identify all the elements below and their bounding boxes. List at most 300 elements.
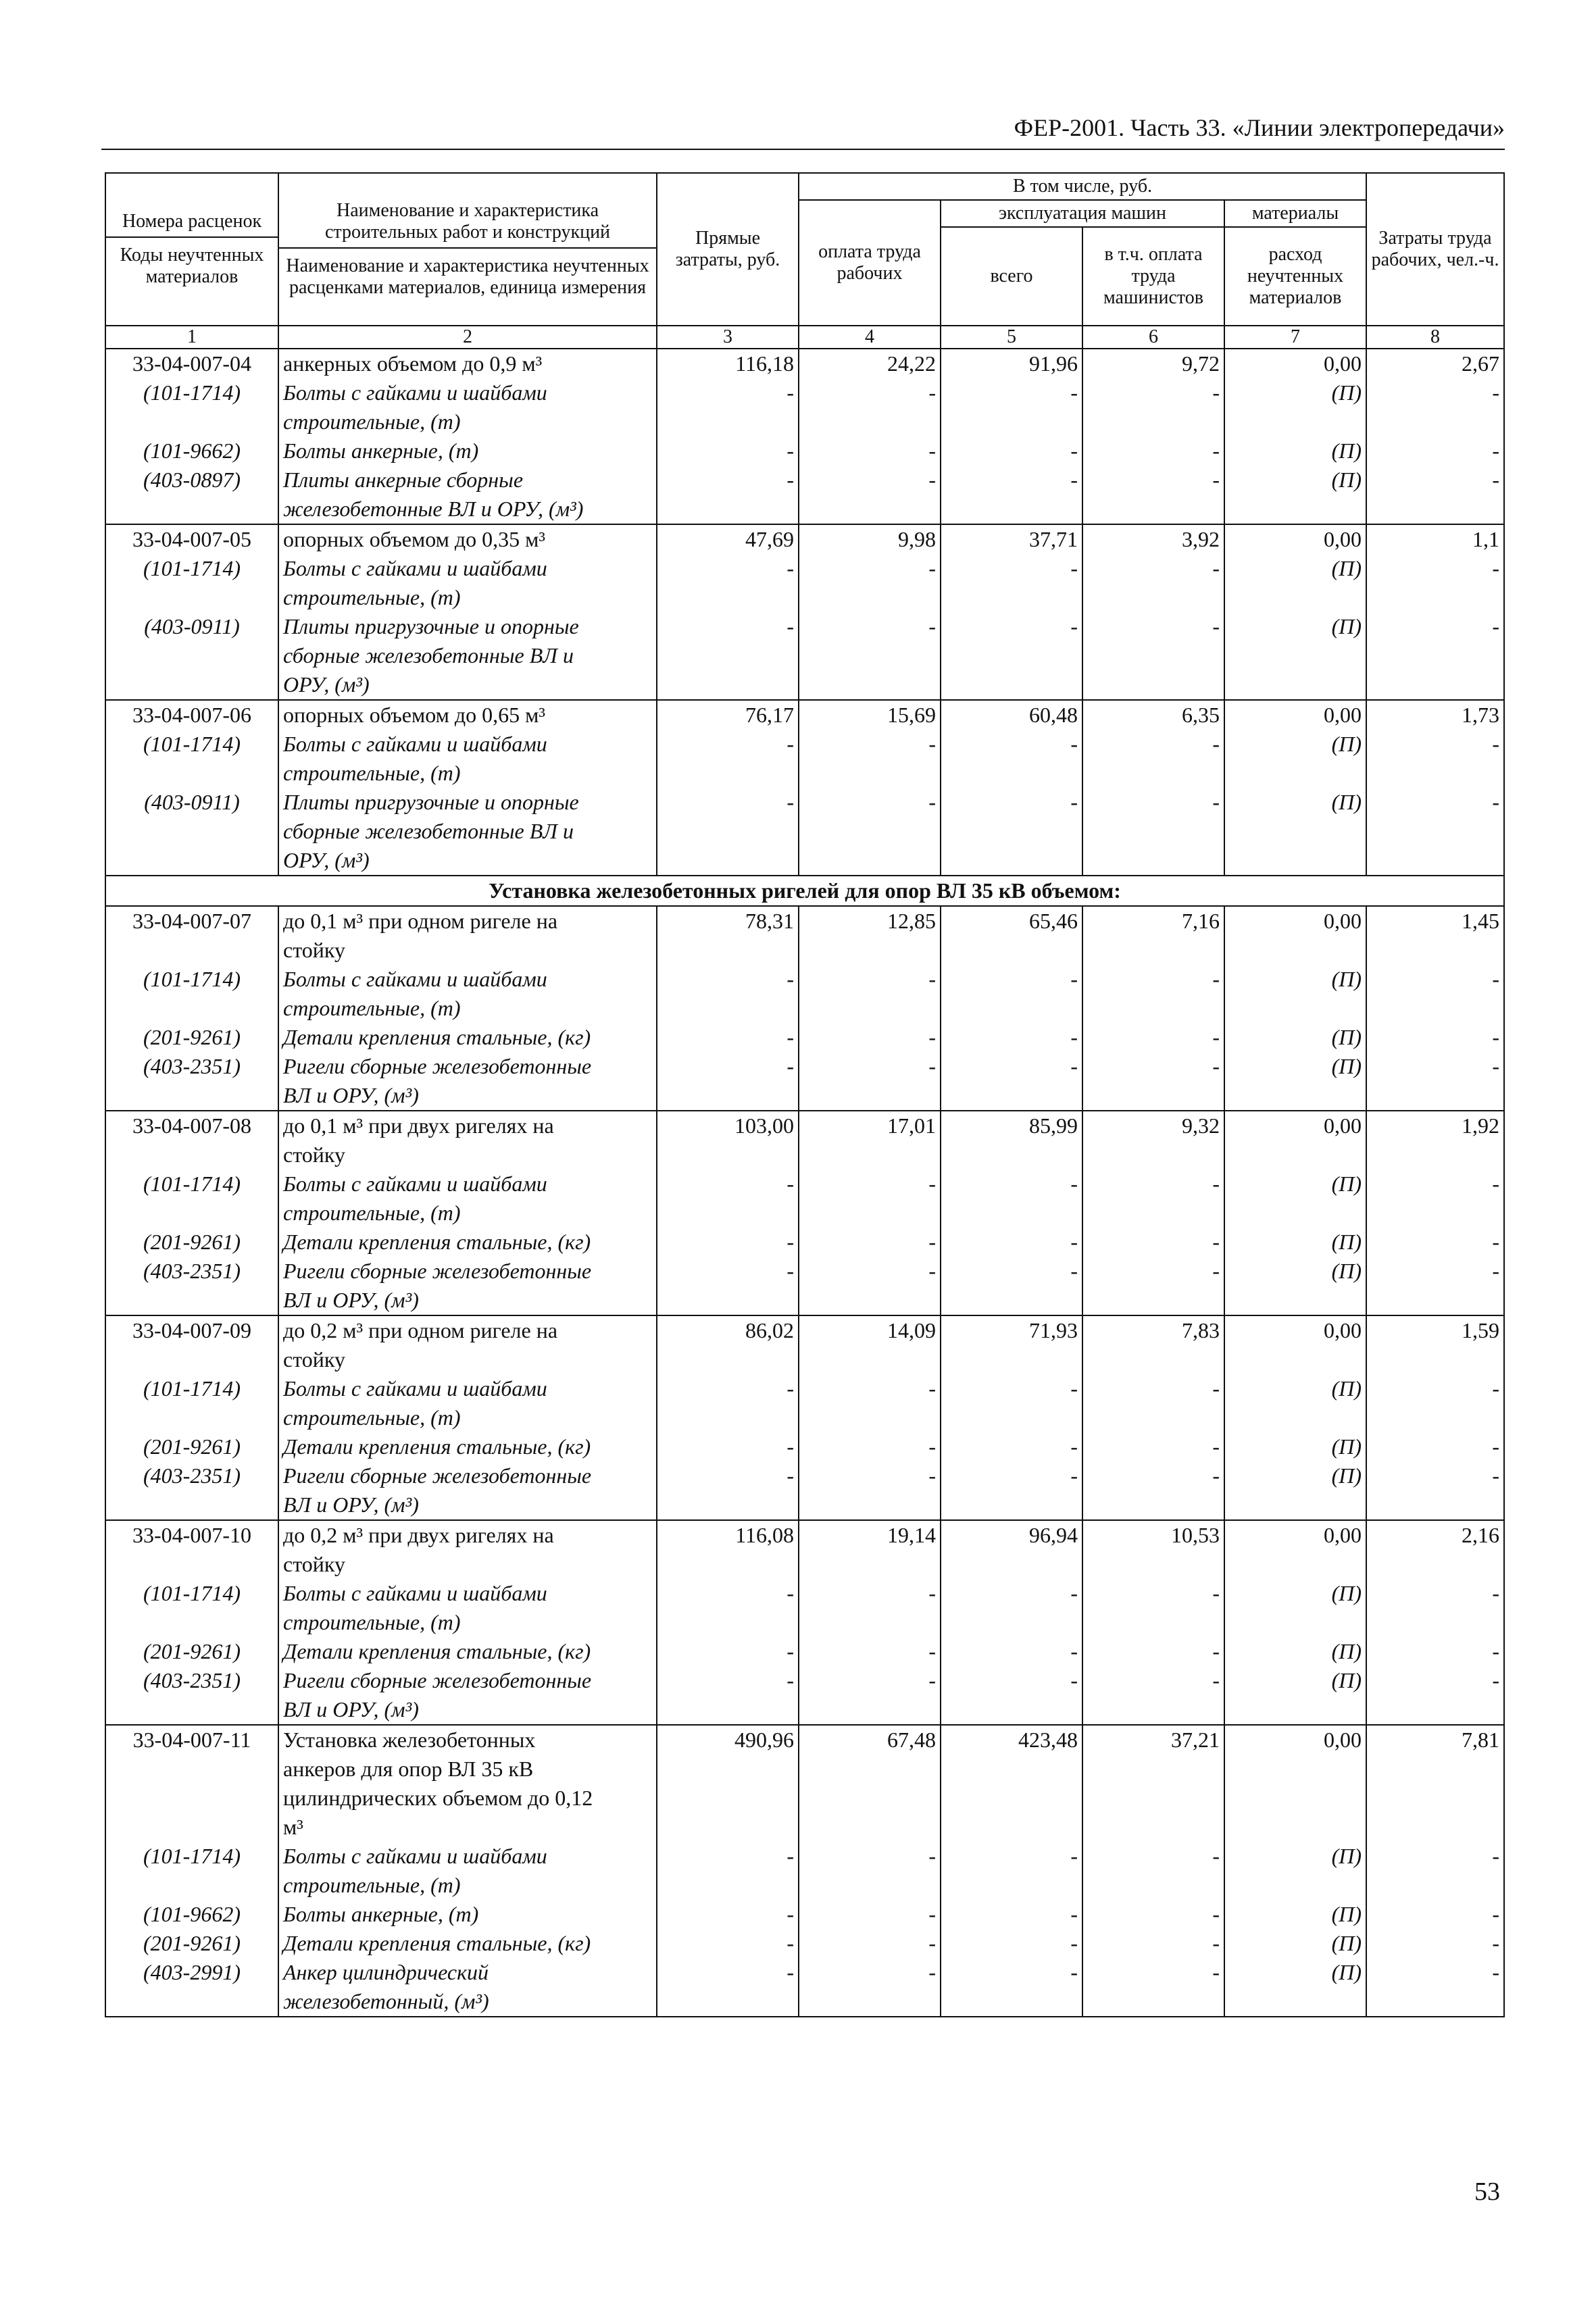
rate-row-continuation	[105, 936, 1504, 965]
material-row	[105, 612, 1504, 641]
empty-cell	[657, 1140, 799, 1169]
machines-total-value: 423,48	[941, 1725, 1082, 1755]
materials-p-tag: (П)	[1224, 1052, 1366, 1081]
empty-cell	[105, 1987, 278, 2017]
material-name: строительные, (т)	[278, 1403, 657, 1432]
empty-cell	[799, 1871, 941, 1900]
material-name: строительные, (т)	[278, 759, 657, 788]
empty-cell	[941, 1813, 1082, 1842]
empty-cell	[1366, 1286, 1504, 1315]
material-name: Болты с гайками и шайбами	[278, 378, 657, 407]
empty-cell	[1082, 1403, 1224, 1432]
material-name: Болты с гайками и шайбами	[278, 554, 657, 583]
materials-p-tag: (П)	[1224, 1023, 1366, 1052]
empty-cell	[1224, 583, 1366, 612]
materials-value: 0,00	[1224, 1520, 1366, 1550]
empty-cell	[1224, 994, 1366, 1023]
material-name: Болты анкерные, (т)	[278, 436, 657, 466]
rate-code: 33-04-007-10	[105, 1520, 278, 1550]
materials-value: 0,00	[1224, 1111, 1366, 1140]
empty-cell	[799, 1403, 941, 1432]
dash-value: -	[657, 1900, 799, 1929]
col-direct-header: Прямые затраты, руб.	[657, 173, 799, 326]
empty-cell	[657, 670, 799, 700]
dash-value: -	[1082, 466, 1224, 495]
rate-name: стойку	[278, 936, 657, 965]
col1-bottom-label: Коды неучтенных материалов	[120, 244, 264, 288]
empty-cell	[1366, 759, 1504, 788]
empty-cell	[105, 759, 278, 788]
dash-value: -	[657, 1169, 799, 1199]
empty-cell	[799, 1987, 941, 2017]
col-names-header	[278, 173, 657, 326]
dash-value: -	[657, 554, 799, 583]
material-row	[105, 730, 1504, 759]
material-name: Детали крепления стальные, (кг)	[278, 1637, 657, 1666]
material-code: (101-1714)	[105, 1374, 278, 1403]
material-row-continuation	[105, 994, 1504, 1023]
material-row	[105, 1958, 1504, 1987]
empty-cell	[799, 817, 941, 846]
material-row-continuation	[105, 1286, 1504, 1315]
dash-value: -	[941, 1432, 1082, 1461]
dash-value: -	[1082, 788, 1224, 817]
dash-value: -	[799, 965, 941, 994]
material-row-continuation	[105, 1608, 1504, 1637]
material-row-continuation	[105, 1871, 1504, 1900]
dash-value: -	[941, 1228, 1082, 1257]
empty-cell	[1224, 495, 1366, 524]
empty-cell	[1224, 1871, 1366, 1900]
dash-value: -	[941, 730, 1082, 759]
empty-cell	[1224, 1813, 1366, 1842]
empty-cell	[1082, 641, 1224, 670]
empty-cell	[105, 1871, 278, 1900]
empty-cell	[799, 1490, 941, 1520]
rate-name: до 0,1 м³ при одном ригеле на	[278, 906, 657, 936]
empty-cell	[657, 583, 799, 612]
dash-value: -	[941, 1023, 1082, 1052]
dash-value: -	[1366, 1929, 1504, 1958]
dash-value: -	[799, 1169, 941, 1199]
material-name: Ригели сборные железобетонные	[278, 1257, 657, 1286]
column-number: 4	[799, 326, 941, 349]
col-machinist-wages-header: в т.ч. оплата труда машинистов	[1082, 227, 1224, 326]
empty-cell	[1366, 817, 1504, 846]
empty-cell	[799, 1784, 941, 1813]
dash-value: -	[1082, 1900, 1224, 1929]
empty-cell	[105, 1784, 278, 1813]
material-row	[105, 1228, 1504, 1257]
empty-cell	[1366, 583, 1504, 612]
rate-name: до 0,2 м³ при одном ригеле на	[278, 1315, 657, 1345]
material-code: (201-9261)	[105, 1637, 278, 1666]
rate-name: стойку	[278, 1550, 657, 1579]
column-number: 6	[1082, 326, 1224, 349]
empty-cell	[1224, 1286, 1366, 1315]
dash-value: -	[1082, 1374, 1224, 1403]
empty-cell	[1366, 1345, 1504, 1374]
wages-value: 24,22	[799, 349, 941, 378]
dash-value: -	[1082, 612, 1224, 641]
column-number: 1	[105, 326, 278, 349]
empty-cell	[1224, 1490, 1366, 1520]
dash-value: -	[941, 554, 1082, 583]
empty-cell	[1224, 641, 1366, 670]
page-number: 53	[1474, 2178, 1500, 2206]
dash-value: -	[941, 378, 1082, 407]
empty-cell	[657, 1813, 799, 1842]
dash-value: -	[1366, 436, 1504, 466]
dash-value: -	[1366, 1579, 1504, 1608]
empty-cell	[1224, 1755, 1366, 1784]
material-name: ВЛ и ОРУ, (м³)	[278, 1081, 657, 1111]
machines-total-value: 65,46	[941, 906, 1082, 936]
empty-cell	[105, 1345, 278, 1374]
col-labor-header: Затраты труда рабочих, чел.-ч.	[1366, 173, 1504, 326]
rate-name: до 0,2 м³ при двух ригелях на	[278, 1520, 657, 1550]
dash-value: -	[1082, 1929, 1224, 1958]
materials-p-tag: (П)	[1224, 1432, 1366, 1461]
dash-value: -	[799, 788, 941, 817]
dash-value: -	[1366, 1374, 1504, 1403]
rate-name: стойку	[278, 1140, 657, 1169]
material-row-continuation	[105, 641, 1504, 670]
direct-cost-value: 76,17	[657, 700, 799, 730]
empty-cell	[1366, 1199, 1504, 1228]
dash-value: -	[657, 1052, 799, 1081]
material-row-continuation	[105, 407, 1504, 436]
dash-value: -	[1366, 1023, 1504, 1052]
empty-cell	[1082, 407, 1224, 436]
labor-value: 2,67	[1366, 349, 1504, 378]
material-code: (403-2991)	[105, 1958, 278, 1987]
empty-cell	[1366, 1490, 1504, 1520]
rate-row	[105, 1111, 1504, 1140]
materials-p-tag: (П)	[1224, 378, 1366, 407]
material-name: строительные, (т)	[278, 583, 657, 612]
empty-cell	[1224, 1403, 1366, 1432]
dash-value: -	[941, 612, 1082, 641]
empty-cell	[1224, 1784, 1366, 1813]
empty-cell	[1366, 1140, 1504, 1169]
empty-cell	[799, 407, 941, 436]
dash-value: -	[799, 1461, 941, 1490]
material-row	[105, 554, 1504, 583]
empty-cell	[799, 1608, 941, 1637]
empty-cell	[657, 1784, 799, 1813]
material-row	[105, 1461, 1504, 1490]
empty-cell	[799, 670, 941, 700]
empty-cell	[657, 759, 799, 788]
direct-cost-value: 490,96	[657, 1725, 799, 1755]
rate-code: 33-04-007-07	[105, 906, 278, 936]
material-code: (201-9261)	[105, 1228, 278, 1257]
empty-cell	[657, 1871, 799, 1900]
empty-cell	[1366, 495, 1504, 524]
rate-name: опорных объемом до 0,35 м³	[278, 524, 657, 554]
dash-value: -	[1082, 1169, 1224, 1199]
materials-p-tag: (П)	[1224, 1169, 1366, 1199]
empty-cell	[941, 994, 1082, 1023]
material-name: Болты с гайками и шайбами	[278, 965, 657, 994]
machinist-wages-value: 7,83	[1082, 1315, 1224, 1345]
empty-cell	[941, 1550, 1082, 1579]
material-name: Плиты анкерные сборные	[278, 466, 657, 495]
empty-cell	[1224, 1140, 1366, 1169]
material-code: (101-1714)	[105, 1579, 278, 1608]
material-name: Болты с гайками и шайбами	[278, 1169, 657, 1199]
material-row	[105, 965, 1504, 994]
empty-cell	[657, 1550, 799, 1579]
dash-value: -	[1082, 1228, 1224, 1257]
dash-value: -	[657, 1637, 799, 1666]
material-row	[105, 1579, 1504, 1608]
section-heading: Установка железобетонных ригелей для опор ВЛ 35 кВ объемом:	[105, 876, 1504, 906]
direct-cost-value: 47,69	[657, 524, 799, 554]
materials-p-tag: (П)	[1224, 788, 1366, 817]
dash-value: -	[941, 1374, 1082, 1403]
empty-cell	[657, 846, 799, 876]
materials-p-tag: (П)	[1224, 466, 1366, 495]
material-name: ВЛ и ОРУ, (м³)	[278, 1286, 657, 1315]
wages-value: 12,85	[799, 906, 941, 936]
empty-cell	[1082, 583, 1224, 612]
material-name: Детали крепления стальные, (кг)	[278, 1023, 657, 1052]
material-code: (101-1714)	[105, 730, 278, 759]
dash-value: -	[799, 1228, 941, 1257]
dash-value: -	[657, 1842, 799, 1871]
material-name: Анкер цилиндрический	[278, 1958, 657, 1987]
empty-cell	[105, 1550, 278, 1579]
empty-cell	[1082, 1490, 1224, 1520]
materials-p-tag: (П)	[1224, 612, 1366, 641]
empty-cell	[105, 1490, 278, 1520]
dash-value: -	[1082, 1958, 1224, 1987]
material-row	[105, 1257, 1504, 1286]
empty-cell	[105, 670, 278, 700]
machines-total-value: 85,99	[941, 1111, 1082, 1140]
materials-value: 0,00	[1224, 1725, 1366, 1755]
material-row	[105, 1169, 1504, 1199]
material-name: ОРУ, (м³)	[278, 670, 657, 700]
material-name: Болты с гайками и шайбами	[278, 1579, 657, 1608]
empty-cell	[941, 1987, 1082, 2017]
empty-cell	[941, 1345, 1082, 1374]
material-name: сборные железобетонные ВЛ и	[278, 817, 657, 846]
rate-row	[105, 349, 1504, 378]
dash-value: -	[657, 1579, 799, 1608]
rate-row-continuation	[105, 1784, 1504, 1813]
empty-cell	[105, 407, 278, 436]
dash-value: -	[1082, 1023, 1224, 1052]
material-row	[105, 1374, 1504, 1403]
machines-total-value: 96,94	[941, 1520, 1082, 1550]
material-code: (101-1714)	[105, 378, 278, 407]
empty-cell	[1224, 936, 1366, 965]
empty-cell	[799, 1550, 941, 1579]
empty-cell	[941, 1784, 1082, 1813]
rate-name: до 0,1 м³ при двух ригелях на	[278, 1111, 657, 1140]
empty-cell	[799, 1199, 941, 1228]
material-row-continuation	[105, 1403, 1504, 1432]
dash-value: -	[799, 1023, 941, 1052]
dash-value: -	[1366, 1842, 1504, 1871]
material-code: (101-1714)	[105, 1169, 278, 1199]
empty-cell	[941, 759, 1082, 788]
dash-value: -	[799, 554, 941, 583]
dash-value: -	[1366, 466, 1504, 495]
empty-cell	[1366, 1550, 1504, 1579]
column-number: 5	[941, 326, 1082, 349]
empty-cell	[1082, 817, 1224, 846]
col2-top-label: Наименование и характеристика строительных работ и конструкций	[279, 200, 656, 249]
empty-cell	[657, 1608, 799, 1637]
labor-value: 1,45	[1366, 906, 1504, 936]
dash-value: -	[941, 1637, 1082, 1666]
col-including-header: В том числе, руб.	[799, 173, 1366, 200]
machines-total-value: 60,48	[941, 700, 1082, 730]
dash-value: -	[657, 1929, 799, 1958]
wages-value: 14,09	[799, 1315, 941, 1345]
dash-value: -	[657, 1666, 799, 1695]
dash-value: -	[1082, 1052, 1224, 1081]
dash-value: -	[941, 436, 1082, 466]
col-materials-consumption-header: расход неучтенных материалов	[1224, 227, 1366, 326]
dash-value: -	[1082, 1579, 1224, 1608]
col-machines-total-header: всего	[941, 227, 1082, 326]
empty-cell	[941, 641, 1082, 670]
empty-cell	[799, 759, 941, 788]
dash-value: -	[1082, 1257, 1224, 1286]
dash-value: -	[1366, 1228, 1504, 1257]
table-head	[105, 173, 1504, 326]
material-name: Болты с гайками и шайбами	[278, 1374, 657, 1403]
dash-value: -	[941, 965, 1082, 994]
empty-cell	[799, 846, 941, 876]
empty-cell	[105, 936, 278, 965]
rate-code: 33-04-007-05	[105, 524, 278, 554]
material-row	[105, 1900, 1504, 1929]
labor-value: 1,92	[1366, 1111, 1504, 1140]
empty-cell	[1082, 1550, 1224, 1579]
empty-cell	[941, 1081, 1082, 1111]
material-row-continuation	[105, 583, 1504, 612]
empty-cell	[1366, 1755, 1504, 1784]
empty-cell	[1082, 759, 1224, 788]
materials-p-tag: (П)	[1224, 965, 1366, 994]
empty-cell	[1082, 1813, 1224, 1842]
rate-row-continuation	[105, 1140, 1504, 1169]
material-row-continuation	[105, 1490, 1504, 1520]
empty-cell	[1082, 1286, 1224, 1315]
rate-row-continuation	[105, 1345, 1504, 1374]
empty-cell	[657, 1081, 799, 1111]
empty-cell	[105, 846, 278, 876]
dash-value: -	[941, 1257, 1082, 1286]
dash-value: -	[657, 788, 799, 817]
labor-value: 7,81	[1366, 1725, 1504, 1755]
dash-value: -	[657, 1374, 799, 1403]
dash-value: -	[799, 612, 941, 641]
dash-value: -	[1366, 1461, 1504, 1490]
empty-cell	[799, 583, 941, 612]
dash-value: -	[1366, 1052, 1504, 1081]
empty-cell	[657, 495, 799, 524]
dash-value: -	[941, 1900, 1082, 1929]
material-row-continuation	[105, 846, 1504, 876]
empty-cell	[657, 1286, 799, 1315]
material-row-continuation	[105, 495, 1504, 524]
empty-cell	[1224, 759, 1366, 788]
dash-value: -	[1366, 1432, 1504, 1461]
dash-value: -	[1366, 1666, 1504, 1695]
dash-value: -	[941, 466, 1082, 495]
dash-value: -	[799, 1842, 941, 1871]
col2-bottom-label: Наименование и характеристика неучтенных расценками материалов, единица измерения	[286, 255, 649, 299]
dash-value: -	[799, 1929, 941, 1958]
dash-value: -	[657, 436, 799, 466]
empty-cell	[1366, 1403, 1504, 1432]
empty-cell	[941, 583, 1082, 612]
rate-code: 33-04-007-08	[105, 1111, 278, 1140]
dash-value: -	[799, 1579, 941, 1608]
machinist-wages-value: 7,16	[1082, 906, 1224, 936]
machinist-wages-value: 6,35	[1082, 700, 1224, 730]
rate-name: Установка железобетонных	[278, 1725, 657, 1755]
col1-top-label: Номера расценок	[106, 211, 278, 238]
empty-cell	[799, 1081, 941, 1111]
empty-cell	[799, 495, 941, 524]
materials-p-tag: (П)	[1224, 1900, 1366, 1929]
empty-cell	[1366, 670, 1504, 700]
empty-cell	[941, 1695, 1082, 1725]
empty-cell	[105, 1695, 278, 1725]
dash-value: -	[1082, 965, 1224, 994]
empty-cell	[941, 1403, 1082, 1432]
empty-cell	[941, 1286, 1082, 1315]
empty-cell	[105, 583, 278, 612]
material-name: строительные, (т)	[278, 994, 657, 1023]
machinist-wages-value: 37,21	[1082, 1725, 1224, 1755]
dash-value: -	[657, 612, 799, 641]
empty-cell	[1366, 846, 1504, 876]
empty-cell	[105, 1140, 278, 1169]
material-row-continuation	[105, 670, 1504, 700]
empty-cell	[657, 1199, 799, 1228]
rate-code: 33-04-007-06	[105, 700, 278, 730]
empty-cell	[941, 1199, 1082, 1228]
section-heading-row	[105, 876, 1504, 906]
material-code: (403-0911)	[105, 788, 278, 817]
dash-value: -	[1366, 1637, 1504, 1666]
machines-total-value: 91,96	[941, 349, 1082, 378]
empty-cell	[1366, 1081, 1504, 1111]
wages-value: 19,14	[799, 1520, 941, 1550]
material-name: ВЛ и ОРУ, (м³)	[278, 1695, 657, 1725]
wages-value: 67,48	[799, 1725, 941, 1755]
empty-cell	[657, 936, 799, 965]
empty-cell	[1366, 641, 1504, 670]
empty-cell	[105, 1286, 278, 1315]
dash-value: -	[1366, 1958, 1504, 1987]
empty-cell	[105, 1813, 278, 1842]
dash-value: -	[799, 1958, 941, 1987]
rate-name: анкеров для опор ВЛ 35 кВ	[278, 1755, 657, 1784]
col-wages-header: оплата труда рабочих	[799, 200, 941, 326]
dash-value: -	[941, 1666, 1082, 1695]
empty-cell	[1082, 1608, 1224, 1637]
